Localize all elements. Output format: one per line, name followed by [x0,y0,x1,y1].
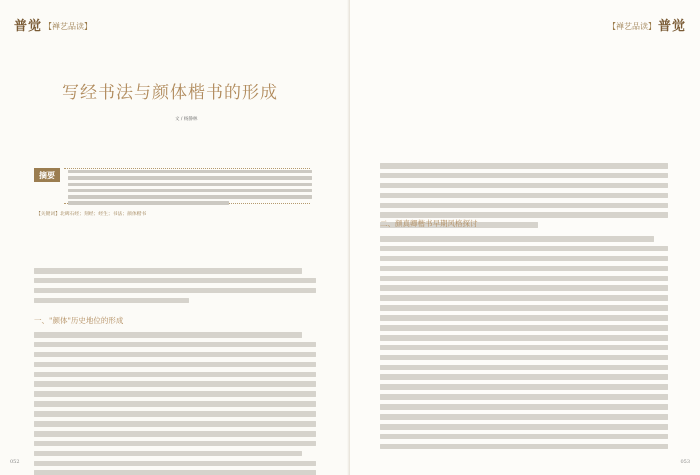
magazine-logo-right: 普觉 [657,19,686,34]
text-line [380,325,668,331]
text-line [380,295,668,301]
right-page [350,0,700,475]
text-line [380,384,668,390]
page-number-left: 052 [10,459,20,465]
text-line [34,332,302,338]
text-line [34,362,316,368]
text-line [380,256,668,262]
text-line [34,381,316,387]
page-number-right: 053 [680,459,690,465]
text-line [34,298,189,304]
abstract-label: 摘要 [34,168,60,182]
text-line [68,183,312,186]
text-line [380,444,668,450]
section-2-body [380,236,668,454]
text-line [380,173,668,179]
text-line [34,352,316,358]
section-heading-2: 二、颜真卿楷书早期风格探讨 [380,219,478,228]
section-1-body [34,332,316,475]
text-line [380,203,668,209]
text-line [380,374,668,380]
abstract-block [34,168,314,220]
text-line [380,404,668,410]
text-line [34,441,316,447]
section-heading-1: 一、"颜体"历史地位的形成 [34,316,124,325]
text-line [34,268,302,274]
text-line [380,434,668,440]
text-line [380,276,668,282]
text-line [34,421,316,427]
text-line [380,183,668,189]
text-line [68,176,312,179]
text-line [380,394,668,400]
text-line [380,315,668,321]
text-line [34,470,316,475]
text-line [68,201,229,204]
column-name-right: 【禅艺品读】 [607,22,656,31]
text-line [380,266,668,272]
text-line [380,285,668,291]
text-line [380,236,654,242]
text-line [380,414,668,420]
text-line [380,335,668,341]
text-line [380,355,668,361]
text-line [380,193,668,199]
column-name: 【禅艺品读】 [44,22,93,31]
text-line [34,278,316,284]
text-line [34,401,316,407]
header-brand-right [608,20,686,34]
text-line [68,195,312,198]
abstract-text [68,170,312,208]
text-line [380,305,668,311]
text-line [68,189,312,192]
intro-paragraph [34,268,316,308]
text-line [380,163,668,169]
text-line [34,451,302,457]
text-line [34,372,316,378]
text-line [380,365,668,371]
text-line [380,345,668,351]
text-line [380,424,668,430]
text-line [34,431,316,437]
text-line [34,288,316,294]
text-line [380,246,668,252]
keywords: 【关键词】北碑石经；刻经；经生；书法；颜体楷书 [36,212,147,217]
text-line [34,411,316,417]
magazine-logo: 普觉 [14,19,43,34]
text-line [34,461,316,467]
header-brand-left [14,20,92,34]
text-line [34,342,316,348]
article-title: 写经书法与颜体楷书的形成 [62,83,278,103]
text-line [34,391,316,397]
article-author: 文 / 杨静林 [175,117,198,122]
text-line [68,170,312,173]
